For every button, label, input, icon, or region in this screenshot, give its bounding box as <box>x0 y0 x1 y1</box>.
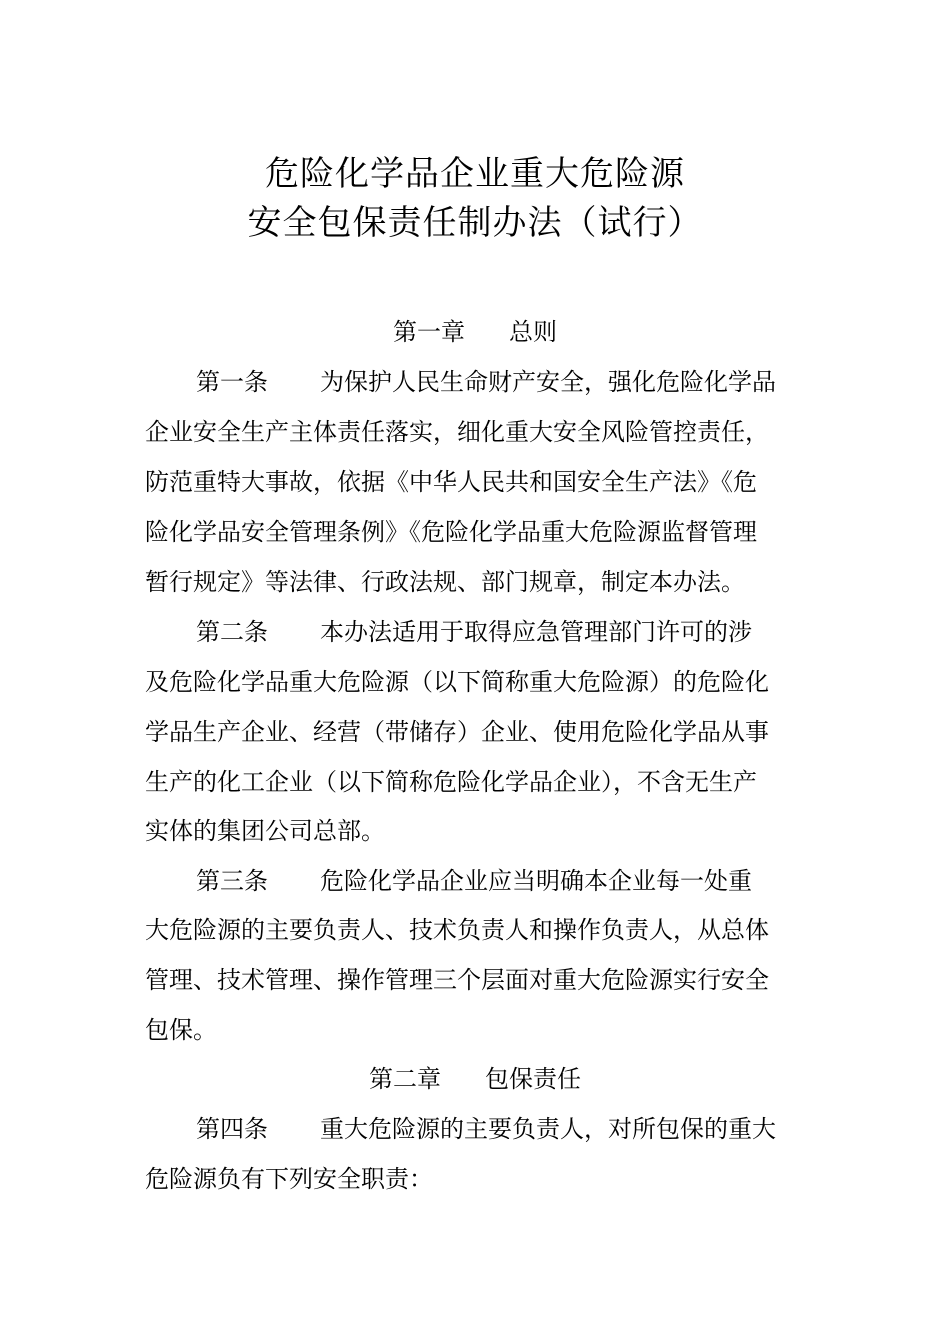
article-3-line: 大危险源的主要负责人、技术负责人和操作负责人，从总体 <box>145 916 769 944</box>
chapter-1-name: 总则 <box>509 318 557 346</box>
article-3-line: 包保。 <box>145 1016 217 1044</box>
article-4-line: 危险源负有下列安全职责： <box>145 1165 433 1193</box>
article-2-line: 生产的化工企业（以下简称危险化学品企业），不含无生产 <box>145 768 757 796</box>
chapter-1-number: 第一章 <box>393 318 465 346</box>
article-1-line: 防范重特大事故，依据《中华人民共和国安全生产法》《危 <box>145 468 757 496</box>
chapter-2-name: 包保责任 <box>485 1065 581 1093</box>
article-2-line: 及危险化学品重大危险源（以下简称重大危险源）的危险化 <box>145 668 769 696</box>
chapter-2-heading <box>0 1064 950 1094</box>
article-4-line <box>196 1114 896 1144</box>
article-2-line: 实体的集团公司总部。 <box>145 817 385 845</box>
article-4-label: 第四条 <box>196 1115 268 1143</box>
document-title-line-2: 安全包保责任制办法（试行） <box>247 203 703 243</box>
article-3-text: 危险化学品企业应当明确本企业每一处重 <box>320 867 752 895</box>
article-1-line: 险化学品安全管理条例》《危险化学品重大危险源监督管理 <box>145 518 757 546</box>
article-2-text: 本办法适用于取得应急管理部门许可的涉 <box>320 618 752 646</box>
article-2-line <box>196 617 896 647</box>
article-2-label: 第二条 <box>196 618 268 646</box>
article-1-line: 暂行规定》等法律、行政法规、部门规章，制定本办法。 <box>145 568 745 596</box>
chapter-2-number: 第二章 <box>369 1065 441 1093</box>
article-1-text: 为保护人民生命财产安全，强化危险化学品 <box>320 368 776 396</box>
chapter-1-heading <box>0 317 950 347</box>
article-1-line <box>196 367 896 397</box>
article-3-label: 第三条 <box>196 867 268 895</box>
article-1-line: 企业安全生产主体责任落实，细化重大安全风险管控责任， <box>145 418 769 446</box>
article-1-label: 第一条 <box>196 368 268 396</box>
document-title-line-1: 危险化学品企业重大危险源 <box>265 154 685 194</box>
article-4-text: 重大危险源的主要负责人，对所包保的重大 <box>320 1115 776 1143</box>
article-3-line: 管理、技术管理、操作管理三个层面对重大危险源实行安全 <box>145 966 769 994</box>
article-3-line <box>196 866 896 896</box>
article-2-line: 学品生产企业、经营（带储存）企业、使用危险化学品从事 <box>145 718 769 746</box>
